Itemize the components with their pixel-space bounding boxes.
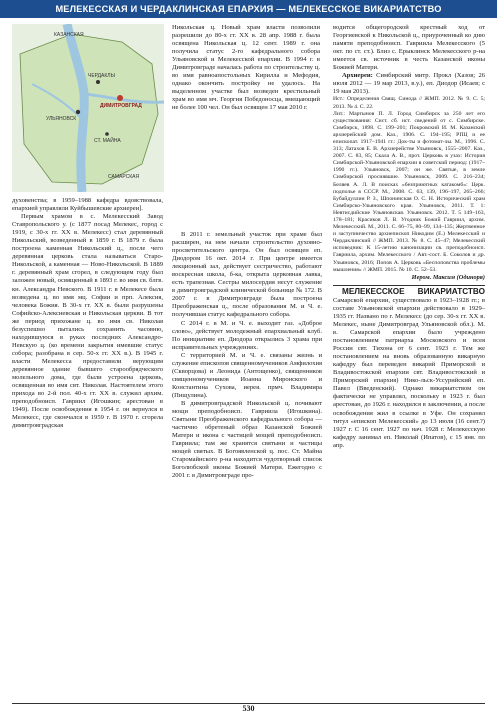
- paragraph: С 2014 г. в М. и Ч. е. выходит газ. «Доброе слово», действует молодежный епархиальный клуб. По инициативе еп. Диодора открылись 3 храма при исправительных учреждениях.: [172, 319, 322, 351]
- column-2: [172, 231, 322, 480]
- map-label: УЛЬЯНОВСК: [46, 116, 77, 122]
- entry-text: Самарской епархии, существовало в 1923–1928 гг.; в составе Ульяновской епархии действовало в 1929–1935 гг. Названо по г. Мелекесс (до сер. 30-х гг. XX в. Мелекес, ныне Димитровград Ульяновской обл.). М. в. Самарской епархии было учреждено постановлением патриарха Московского и всея России свт. Тихона от 6 сент. 1923 г. Тем же постановлением на вновь образованную викарную кафедру был переведен викарий Приморской и Владивостокской епархии свт. Владивостокский и Приморский епархия) Нико-льск-Уссурийский еп. Павел (Введенский). Однако викариатством он фактически не управлял, поскольку в 1923 г. был арестован, до 1926 г. находился в заключении, а после освобождения жил в ссылке в Уфе. Он сохранял титул «епископ Мелекесский» до 13 июля (16 сент.?) 1927 г. С 16 сент. 1927 по нач. 1928 г. Мелекесскую кафедру занимал еп. Николай (Ипатов), с 15 янв. по апр.: [333, 296, 485, 449]
- entry-heading: МЕЛЕКЕССКОЕ ВИКАРИАТСТВО: [342, 286, 485, 296]
- page-number: 530: [242, 704, 255, 713]
- paragraph: Первым храмом в с. Мелекесский Завод Ставропольского у. (с 1877 посад Мелекес, город с 1919, с 30-х гг. XX в. Мелекесс) стал деревянный Никольский, возведенный в 1859 г. В 1879 г. была построена каменная Никольский ц., после чего деревянная церковь стала называться Старо-Никольской, а каменная — Ново-Никольской. В 1889 г. деревянный храм сгорел, в следующем году был заложен новый, освященный в 1893 г. во имя св. блгв. кн. Александра Невского. В 1911 г. в Мелекесе была возведена ц. во имя мц. Софии и прп. Алексия, человека Божия. В 30-х гг. XX в. были разрушены Софийско-Алексиевская и Никольская церкви. В тот же период прихожане ц. во имя св. Николая безуспешно пытались сохранить часовню, находившуюся в руках последних Александро-Невскую ц. (ко времени закрытия имевшие статус собора; разобрана в сер. 50-х гг. XX в.). В 1945 г. власти Мелекесса предоставили верующим деревянное здание бывшего старообрядческого молельного дома, где были устроена церковь, освященная во имя свт. Николая. Настоятелем этого прихода во 2-й пол. 40-х гг. XX в. служил архим. преподобноисп. Гавриил (Игошкин; арестован в 1949). После освобождения в 1954 г. он вернулся в Мелекесс, где скончался в 1959 г. В 1970 г. сгорела димитровградская: [12, 213, 163, 430]
- region-outline: [20, 34, 158, 184]
- archiereys-entry: [333, 72, 485, 96]
- author-signature: Иером. Максим (Одиноря): [411, 273, 485, 281]
- archiereys-label: Архиереи:: [342, 72, 373, 80]
- city-cherdakly-marker: [96, 80, 100, 84]
- map-label: САМАРСКАЯ: [108, 174, 140, 180]
- paragraph: духовенства; в 1959–1988 кафедра вдовствовала, епархией управляли Куйбышевские архиереи].: [12, 197, 163, 213]
- archiereys-text: Симбирский митр. Прокл (Хазов; 26 июля 2012 — 19 мар 2013, в.у.), еп. Диодор (Исаев; с 19 мая 2013).: [333, 72, 485, 96]
- column-1: [12, 197, 163, 430]
- city-dimitrovgrad-marker: [117, 95, 123, 101]
- paragraph: В димитровградской Никольской ц. почивают мощи преподобноисп. Гавриила (Игошкина). Святыни Преображенского кафедрального собора — частично обретеный образ Казанской Божией Матери и икона с частицей мощей преподобноисп. Гавриила; там же хранятся святыни и частицы мощей святых. В Богоявленской ц. пос. Ст. Майна Старомайнского р-на находится чудотворный список Боголюбской иконы Божией Матери. Ежегодно с 2001 г. в Димитровграде про-: [172, 399, 322, 480]
- map-label: ДИМИТРОВГРАД: [100, 103, 142, 109]
- diocese-map: [12, 24, 164, 192]
- paragraph: С территорией М. и Ч. е. связаны жизнь и служение епископов священномучеников Амфилохия (Скворцова) и Леонида (Антощенко), священников священномучеников Иоанна Миронского и Константина Сухова, иерея. прмч. Владимира (Пищулина).: [172, 351, 322, 399]
- map-label: СТ. МАЙНА: [94, 138, 121, 144]
- literature: Лит.: Мартынов П. Л. Город Симбирск за 250 лет его существования: Сист. сб. ист. сведений от с. Симбирске. Симбирск, 1898. С. 199–201; Покровский И. М. Казанский архиерейский дом. Каз., 1906. С. 194–195; РПЦ и ее епископат. 1917–1941 гг.: Док-ты и фотомат-лы. М., 1996. С. 313; Латахов Е. В. Архиерействе Ульяновск, 1555–2007. Каз., 2007. С. 83, 85; Скала А. В., прот. Церковь в узах: История Симбирской-Ульяновской епархии в советский период: (1917–1990 гг.). Ульяновск, 2007; он же. Святые, в земле Симбирской просиявшие. Ульяновск, 2009. С. 216–234; Беляев А. Л. В поисках «безприютных катакомб»: Церк. подполье в СССР. М., 2008. С. 63, 139, 196–197, 265–266; Бубайдуллин Р. З., Шпонинская О. С. Н. Исторический храм Симбирско-Ульяновского края. Ульяновск, 2011. Т. 1: Невтисдийские Ульяновская. Ульяновск. 2012. Т. 5 149–163, 178–181; Красиков Л. В. Угодник Божий Гавриил, архим. Мелекесский. М., 2011. С. 66–75, 80–99, 134–135; Жертвенное и заступничество архиепископ Никодим (Е.) Мелекесский и Чердаклинский // ЖМП. 2013. № 8. С. 45–47; Мелекесский исповедник: К 15-летию канонизации св. преподобноисп. Гавриила, архим. Мелекесского / Авт.-сост. Б. Соколов и др. Ульяновск, 2016; Попов А. Церковь «Беспоповства проблемы мышления» // ЖМП. 2015. № 10. С. 52–53.: [333, 110, 485, 273]
- references: [333, 96, 485, 273]
- paragraph: Никольская ц. Новый храм власти позволили разрешили до 80-х гг. XX в. 28 апр. 1988 г. была освящена Никольская ц. 12 сент. 1989 г. она получила статус 2-го кафедрального собора Ульяновской и Мелекесской епархии. В 1994 г. в Димитровграде началась работа по строительству ц. во имя равноапостольных Кириллa и Мефодия, однако окончить постройку не удалось. На выделенном участке был возведен крестильный храм во имя мч. Георгия Победоносца, вмещающий не более 100 чел. Он был освящен 17 мая 2010 г.: [172, 24, 320, 112]
- sources: Ист.: Определения Свящ. Синода // ЖМП. 2012. № 9. С. 5; 2013. № 4. С. 22.: [333, 96, 485, 110]
- city-stmaina-marker: [105, 132, 109, 136]
- paragraph: В 2011 г. земельный участок при храме был расширен, на нем начали строительство духовно-просветительского центра. Он был освящен еп. Диодором 16 окт. 2014 г. При центре имеется лекционный зал, действует сестричество, работают воскресная школа, б-ка, открыта церковная лавка, есть трапезная. Сестры милосердия несут служение в димитровградской клинической больнице № 172. В 2007 г. в Димитровграде была построена Преображенская ц., после образования М. и Ч. е. получившая статус кафедрального собора.: [172, 231, 322, 319]
- map-label: ЧЕРДАКЛЫ: [88, 73, 116, 79]
- running-header: МЕЛЕКЕССКАЯ И ЧЕРДАКЛИНСКАЯ ЕПАРХИЯ — МЕЛЕКЕССКОЕ ВИКАРИАТСТВО: [0, 0, 497, 18]
- column-3: [333, 24, 485, 450]
- city-ulyanovsk-marker: [76, 110, 80, 114]
- column-2-top: [172, 24, 320, 113]
- paragraph: водится общегородской крестный ход от Георгиевской к Никольской ц., приуроченный ко дню памяти преподобноисп. Гавриила Мелекесского (5 окт. по ст. ст.). Близ с. Ерыклинск Мелекесского р-на имеется св. источник в честь Казанской иконы Божией Матери.: [333, 24, 485, 72]
- vikariat-entry: [333, 288, 485, 450]
- map-label: КАЗАНСКАЯ: [54, 32, 84, 38]
- divider: [333, 285, 485, 286]
